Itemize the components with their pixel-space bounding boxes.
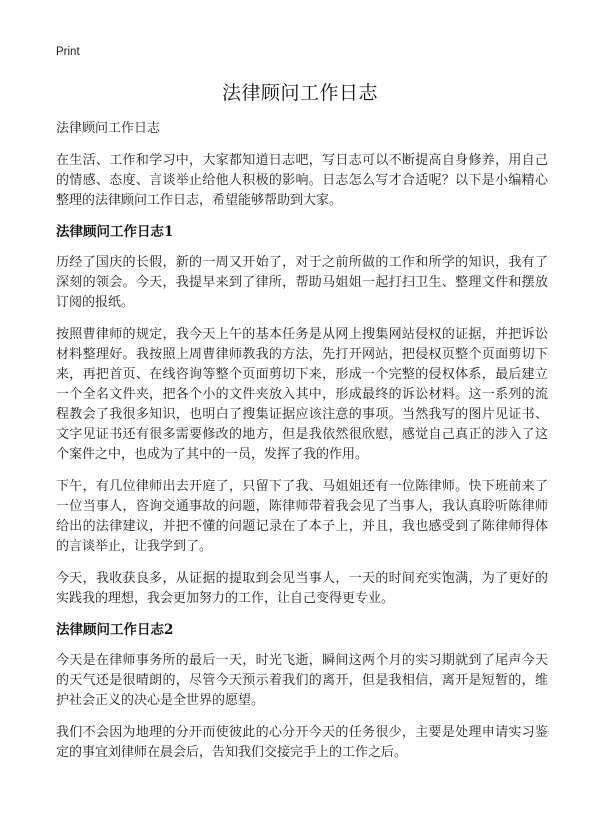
paragraph: 下午，有几位律师出去开庭了，只留下了我、马姐姐还有一位陈律师。快下班前来了一位当事人，咨询交通事故的问题，陈律师带着我会见了当事人，我认真聆听陈律师给出的法律建议，并把不懂的问题记录在了本子上，并且，我也感受到了陈律师得体的言谈举止，让我学到了。 [56,479,548,554]
section-heading-1: 法律顾问工作日志1 [56,224,174,240]
paragraph: 我们不会因为地理的分开而使彼此的心分开今天的任务很少，主要是处理申请实习鉴定的事宜刘律师在晨会后，告知我们交接完手上的工作之后。 [56,725,548,760]
paragraph: 按照曹律师的规定，我今天上午的基本任务是从网上搜集网站侵权的证据，并把诉讼材料整理好。我按照上周曹律师教我的方法，先打开网站，把侵权页整个页面剪切下来，再把首页、在线咨询等整个页面剪切下来，形成一个完整的侵权体系，最后建立一个全名文件夹，把各个小的文件夹放入其中，形成最终的诉讼材料。这一系列的流程教会了我很多知识，也明白了搜集证据应该注意的事项。当然我写的图片见证书、文字见证书还有很多需要修改的地方，但是我依然很欣慰，感觉自己真正的涉入了这个案件之中，也成为了其中的一员，发挥了我的作用。 [56,327,548,462]
article-body [56,121,548,775]
section-heading-2: 法律顾问工作日志2 [56,622,174,638]
page-title: 法律顾问工作日志 [221,82,378,104]
print-label: Print [56,46,80,58]
intro-paragraph: 在生活、工作和学习中，大家都知道日志吧，写日志可以不断提高自身修养，用自己的情感、态度、言谈举止给他人积极的影响。日志怎么写才合适呢？以下是小编精心整理的法律顾问工作日志，希望能够帮助到大家。 [56,153,548,208]
paragraph: 今天是在律师事务所的最后一天，时光飞逝，瞬间这两个月的实习期就到了尾声今天的天气还是很晴朗的，尽管今天预示着我们的离开，但是我相信，离开是短暂的，维护社会正义的决心是全世界的愿望。 [56,653,548,708]
paragraph: 历经了国庆的长假，新的一周又开始了，对于之前所做的工作和所学的知识，我有了深刻的领会。今天，我提早来到了律所，帮助马姐姐一起打扫卫生、整理文件和摆放订阅的报纸。 [56,255,548,310]
article-subtitle: 法律顾问工作日志 [56,121,161,136]
paragraph: 今天，我收获良多，从证据的提取到会见当事人，一天的时间充实饱满，为了更好的实践我的理想，我会更加努力的工作，让自己变得更专业。 [56,571,548,606]
